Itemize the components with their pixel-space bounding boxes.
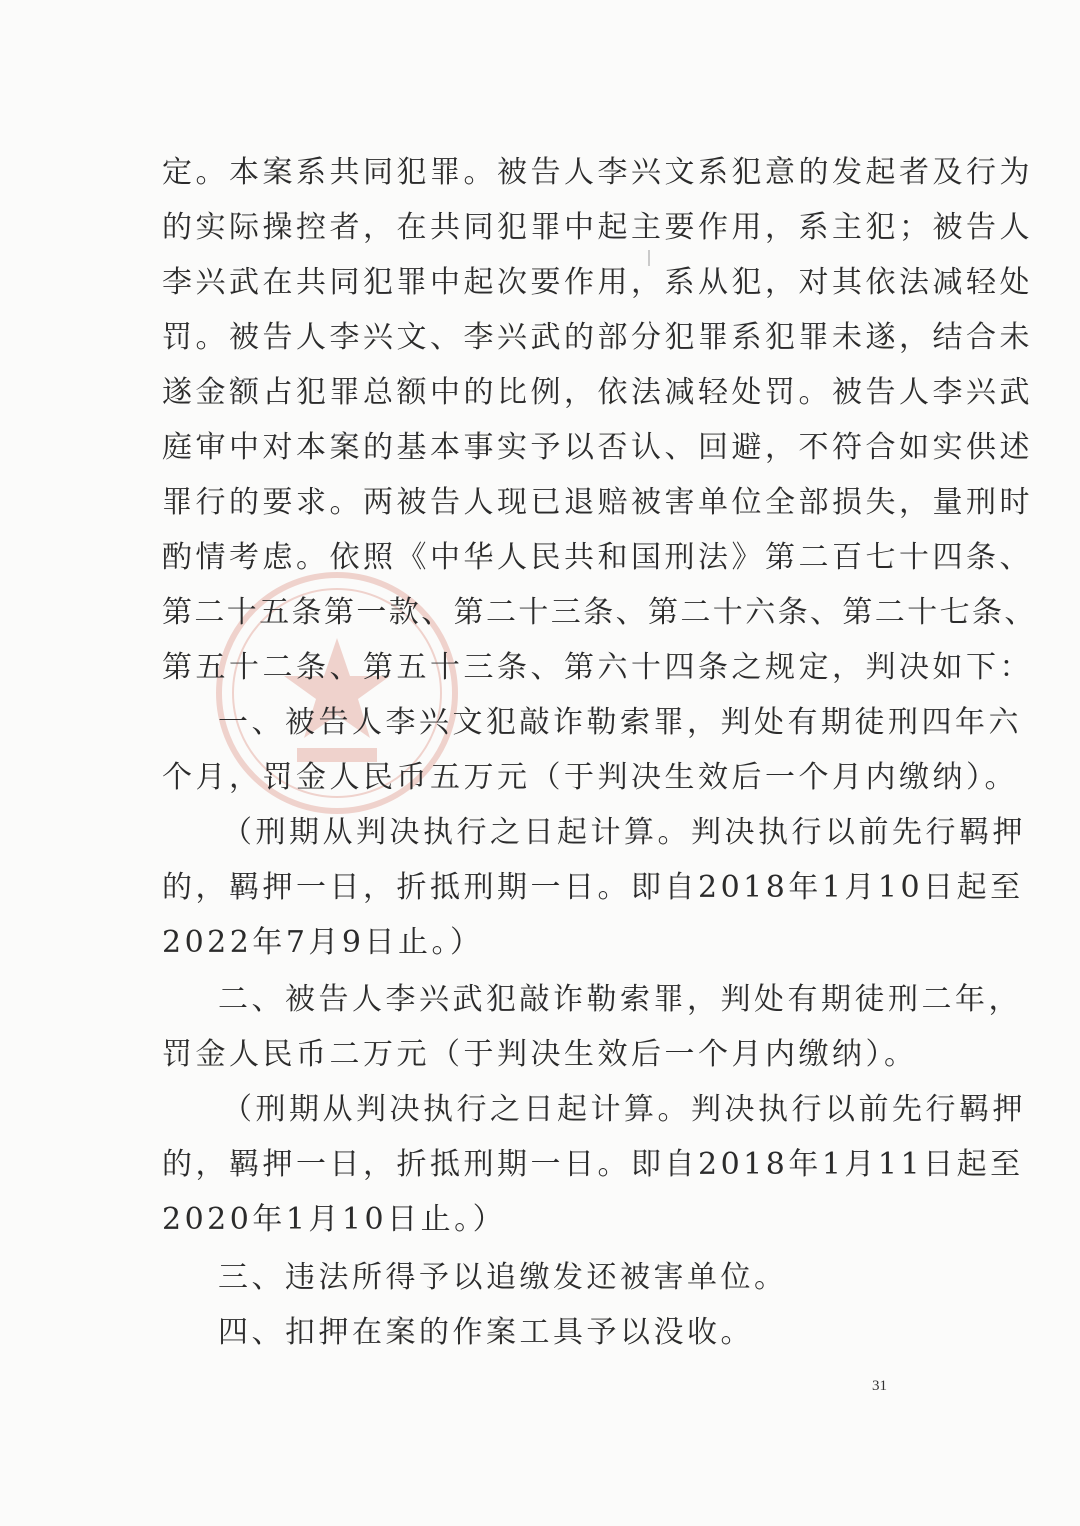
text-line: 的实际操控者，在共同犯罪中起主要作用，系主犯；被告人 xyxy=(162,210,1033,245)
text-line: 遂金额占犯罪总额中的比例，依法减轻处罚。被告人李兴武 xyxy=(162,375,1033,410)
text-line: 罚。被告人李兴文、李兴武的部分犯罪系犯罪未遂，结合未 xyxy=(162,320,1033,355)
sentence-note-2: （刑期从判决执行之日起计算。判决执行以前先行羁押 xyxy=(222,1092,1026,1127)
verdict-item-4: 四、扣押在案的作案工具予以没收。 xyxy=(218,1315,754,1350)
text-line: 酌情考虑。依照《中华人民共和国刑法》第二百七十四条、 xyxy=(162,540,1033,575)
text-line: 定。本案系共同犯罪。被告人李兴文系犯意的发起者及行为 xyxy=(162,155,1033,190)
text-line: 庭审中对本案的基本事实予以否认、回避，不符合如实供述 xyxy=(162,430,1033,465)
text-line: 2022年7月9日止。） xyxy=(162,925,484,960)
text-line: 罚金人民币二万元（于判决生效后一个月内缴纳）。 xyxy=(162,1037,918,1072)
text-line: 罪行的要求。两被告人现已退赔被害单位全部损失，量刑时 xyxy=(162,485,1033,520)
text-line: 的，羁押一日，折抵刑期一日。即自2018年1月10日起至 xyxy=(162,870,1024,905)
verdict-item-3: 三、违法所得予以追缴发还被害单位。 xyxy=(218,1260,788,1295)
text-line: 第五十二条、第五十三条、第六十四条之规定，判决如下： xyxy=(162,650,1033,685)
text-line: 李兴武在共同犯罪中起次要作用，系从犯，对其依法减轻处 xyxy=(162,265,1033,300)
text-line: 第二十五条第一款、第二十三条、第二十六条、第二十七条、 xyxy=(162,595,1037,630)
text-line: 2020年1月10日止。） xyxy=(162,1202,507,1237)
page-number: 31 xyxy=(872,1378,887,1394)
verdict-item-1: 一、被告人李兴文犯敲诈勒索罪，判处有期徒刑四年六 xyxy=(218,705,1022,740)
sentence-note-1: （刑期从判决执行之日起计算。判决执行以前先行羁押 xyxy=(222,815,1026,850)
text-line: 个月，罚金人民币五万元（于判决生效后一个月内缴纳）。 xyxy=(162,760,1018,795)
verdict-item-2: 二、被告人李兴武犯敲诈勒索罪，判处有期徒刑二年， xyxy=(218,982,1022,1017)
text-line: 的，羁押一日，折抵刑期一日。即自2018年1月11日起至 xyxy=(162,1147,1024,1182)
